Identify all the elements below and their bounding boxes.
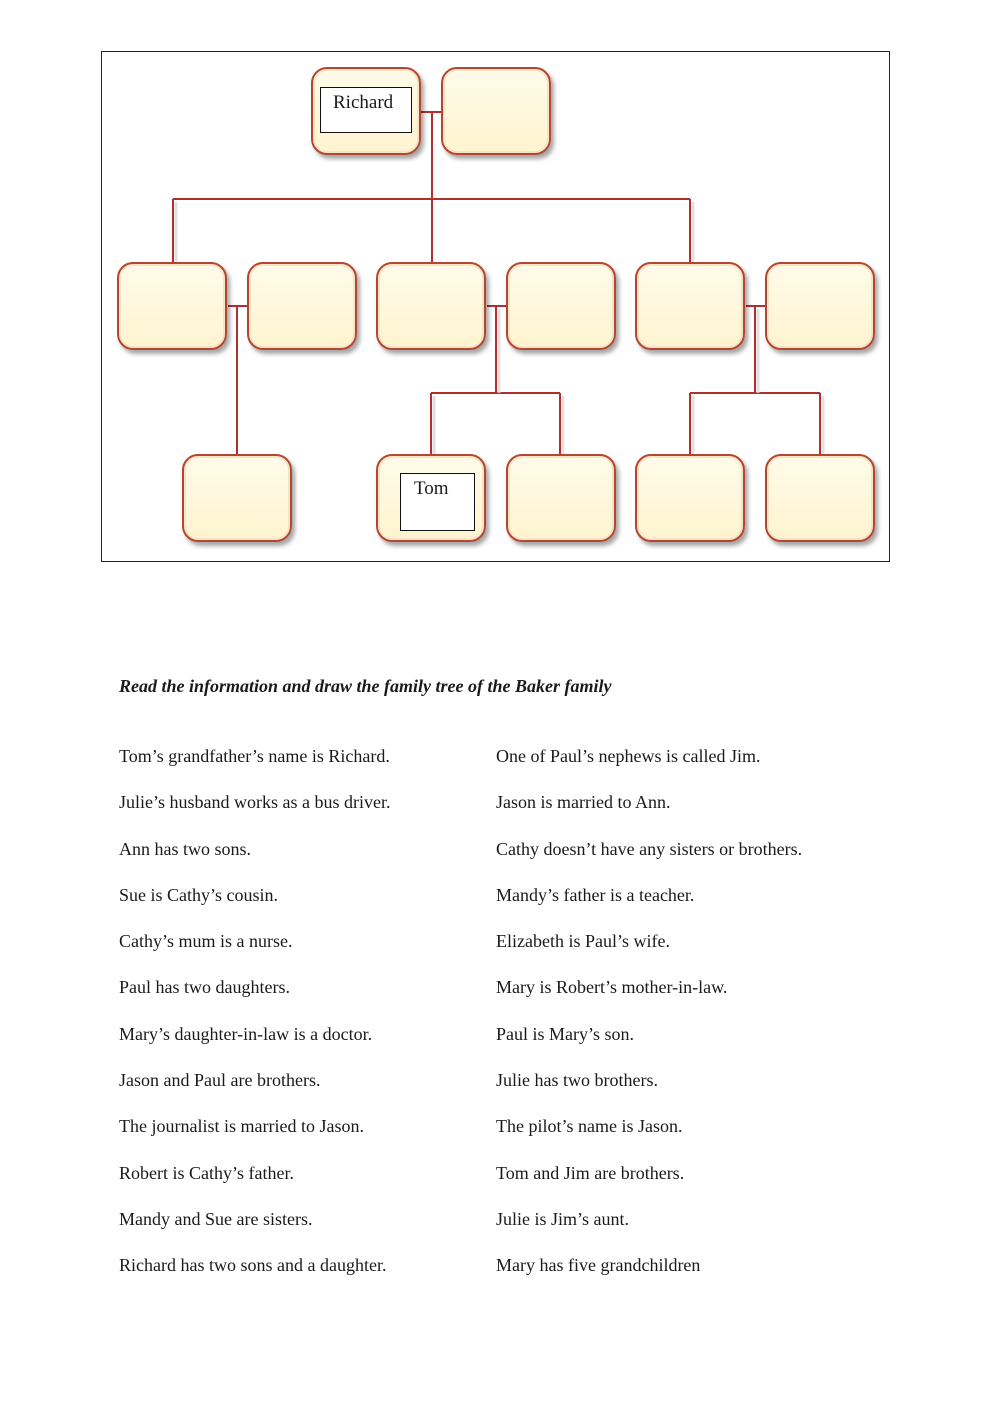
tree-node-gen2-4[interactable] (506, 262, 616, 350)
tree-node-gen2-3[interactable] (376, 262, 486, 350)
tree-node-gen3-4[interactable] (635, 454, 745, 542)
clue-item: Tom and Jim are brothers. (496, 1162, 685, 1183)
clue-list-right (496, 745, 802, 1301)
clue-item: Mandy and Sue are sisters. (119, 1208, 313, 1229)
clue-item: Mandy’s father is a teacher. (496, 884, 695, 905)
tree-node-gen3-5[interactable] (765, 454, 875, 542)
clue-item: Ann has two sons. (119, 838, 252, 859)
tree-node-gen2-1[interactable] (117, 262, 227, 350)
tree-node-richard-spouse[interactable] (441, 67, 551, 155)
clue-list-left (119, 745, 390, 1301)
tree-node-gen2-5[interactable] (635, 262, 745, 350)
clue-item: Sue is Cathy’s cousin. (119, 884, 279, 905)
clue-item: Cathy’s mum is a nurse. (119, 931, 293, 952)
clue-item: Jason and Paul are brothers. (119, 1070, 321, 1091)
clue-item: Julie has two brothers. (496, 1070, 658, 1091)
clue-item: Cathy doesn’t have any sisters or brothers. (496, 838, 803, 859)
clue-item: The pilot’s name is Jason. (496, 1116, 683, 1137)
tree-node-tom[interactable] (376, 454, 486, 542)
tree-node-richard[interactable] (311, 67, 421, 155)
clue-item: Paul has two daughters. (119, 977, 290, 998)
clue-item: Elizabeth is Paul’s wife. (496, 931, 670, 952)
clue-item: Robert is Cathy’s father. (119, 1162, 294, 1183)
clue-item: Julie’s husband works as a bus driver. (119, 792, 391, 813)
clue-item: The journalist is married to Jason. (119, 1116, 364, 1137)
clue-item: Mary has five grandchildren (496, 1255, 701, 1276)
name-label-tom: Tom (400, 473, 475, 531)
tree-node-gen2-6[interactable] (765, 262, 875, 350)
clue-item: Mary’s daughter-in-law is a doctor. (119, 1023, 373, 1044)
clue-item: One of Paul’s nephews is called Jim. (496, 746, 761, 766)
clue-item: Richard has two sons and a daughter. (119, 1255, 387, 1276)
name-label-richard: Richard (320, 87, 412, 133)
clue-item: Jason is married to Ann. (496, 792, 671, 813)
tree-node-gen3-1[interactable] (182, 454, 292, 542)
clue-item: Tom’s grandfather’s name is Richard. (119, 746, 390, 766)
clue-item: Julie is Jim’s aunt. (496, 1208, 630, 1229)
instruction-heading: Read the information and draw the family tree of the Baker family (119, 676, 612, 696)
tree-node-gen2-2[interactable] (247, 262, 357, 350)
clue-item: Mary is Robert’s mother-in-law. (496, 977, 728, 998)
clue-item: Paul is Mary’s son. (496, 1023, 635, 1044)
tree-node-gen3-3[interactable] (506, 454, 616, 542)
